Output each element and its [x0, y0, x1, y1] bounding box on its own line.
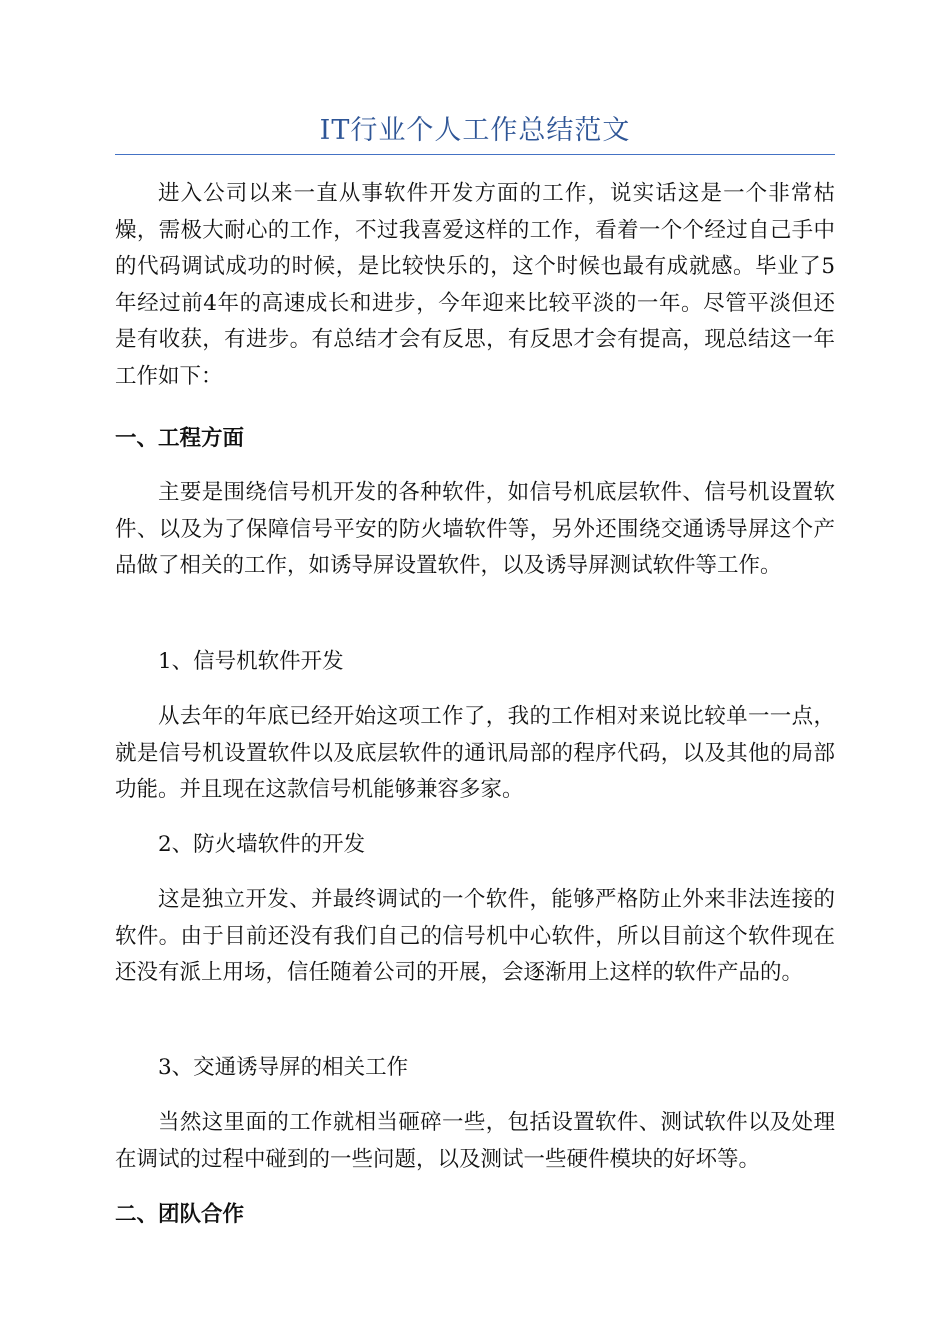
section-heading-teamwork: 二、团队合作	[115, 1202, 245, 1227]
document-page	[115, 0, 835, 1227]
subsection-title-firewall: 2、防火墙软件的开发	[158, 832, 366, 857]
section-engineering-body: 主要是围绕信号机开发的各种软件，如信号机底层软件、信号机设置软件、以及为了保障信号平安的防火墙软件等，另外还围绕交通诱导屏这个产品做了相关的工作，如诱导屏设置软件，以及诱导屏测试软件等工作。	[115, 480, 835, 579]
title-underline	[115, 154, 835, 155]
subsection-body-signal-software: 从去年的年底已经开始这项工作了，我的工作相对来说比较单一一点，就是信号机设置软件以及底层软件的通讯局部的程序代码，以及其他的局部功能。并且现在这款信号机能够兼容多家。	[115, 704, 835, 803]
subsection-body-firewall: 这是独立开发、并最终调试的一个软件，能够严格防止外来非法连接的软件。由于目前还没有我们自己的信号机中心软件，所以目前这个软件现在还没有派上用场，信任随着公司的开展，会逐渐用上这样的软件产品的。	[115, 887, 835, 986]
document-title: IT行业个人工作总结范文	[319, 115, 631, 146]
intro-paragraph: 进入公司以来一直从事软件开发方面的工作，说实话这是一个非常枯燥，需极大耐心的工作，不过我喜爱这样的工作，看着一个个经过自己手中的代码调试成功的时候，是比较快乐的，这个时候也最有成就感。毕业了5年经过前4年的高速成长和进步，今年迎来比较平淡的一年。尽管平淡但还是有收获，有进步。有总结才会有反思，有反思才会有提高，现总结这一年工作如下：	[115, 181, 835, 389]
subsection-body-guidance-screen: 当然这里面的工作就相当砸碎一些，包括设置软件、测试软件以及处理在调试的过程中碰到的一些问题，以及测试一些硬件模块的好坏等。	[115, 1110, 835, 1172]
subsection-title-guidance-screen: 3、交通诱导屏的相关工作	[158, 1055, 409, 1080]
subsection-title-signal-software: 1、信号机软件开发	[158, 649, 344, 674]
section-heading-engineering: 一、工程方面	[115, 426, 245, 451]
